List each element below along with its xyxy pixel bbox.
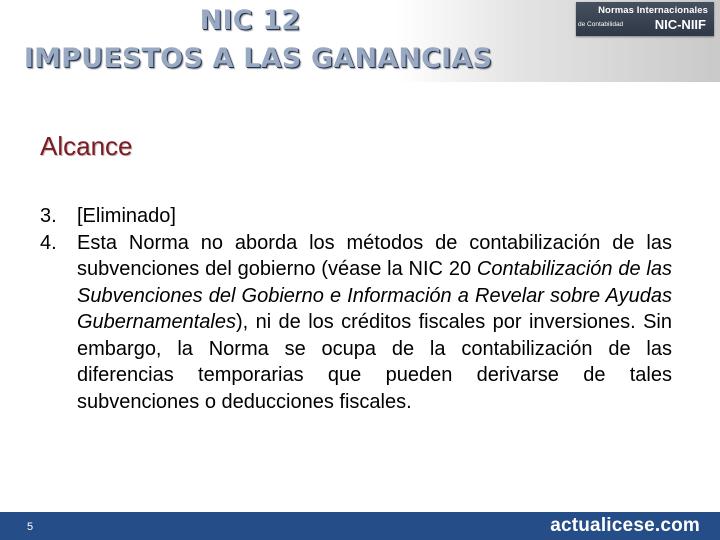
list-item-text-after: ), ni de los créditos fiscales por inversiones. Sin embargo, la Norma se ocupa de la contabilización de las diferencias temporarias que pueden derivarse de tales subvenciones o deducciones fiscales. (77, 311, 672, 413)
footer-bar (0, 512, 720, 540)
list-item-number: 3. (40, 205, 57, 227)
slide-title-line1: NIC 12 (199, 5, 301, 36)
scope-list (40, 203, 672, 415)
logo-text-line1: Normas Internacionales (598, 5, 708, 16)
slide-title-line2: IMPUESTOS A LAS GANANCIAS (23, 43, 493, 74)
logo-text-line2: de Contabilidad (578, 21, 624, 28)
list-item-text: [Eliminado] (77, 205, 176, 227)
nic-niif-logo (576, 2, 714, 36)
logo-text-line3: NIC-NIIF (654, 17, 706, 32)
list-item (40, 230, 672, 416)
list-item-number: 4. (40, 231, 57, 254)
list-item-body (77, 230, 672, 416)
list-item-italic-reference: Contabilización de las Subvenciones del Gobierno e Información a Revelar sobre Ayudas Gubernamentales (77, 258, 672, 333)
section-heading: Alcance (40, 131, 133, 161)
list-item (40, 203, 672, 230)
footer-brand-logo: actualicese.com (550, 515, 700, 536)
page-number: 5 (27, 521, 34, 533)
list-item-text-before: Esta Norma no aborda los métodos de contabilización de las subvenciones del gobierno (véase la NIC 20 (77, 231, 672, 280)
